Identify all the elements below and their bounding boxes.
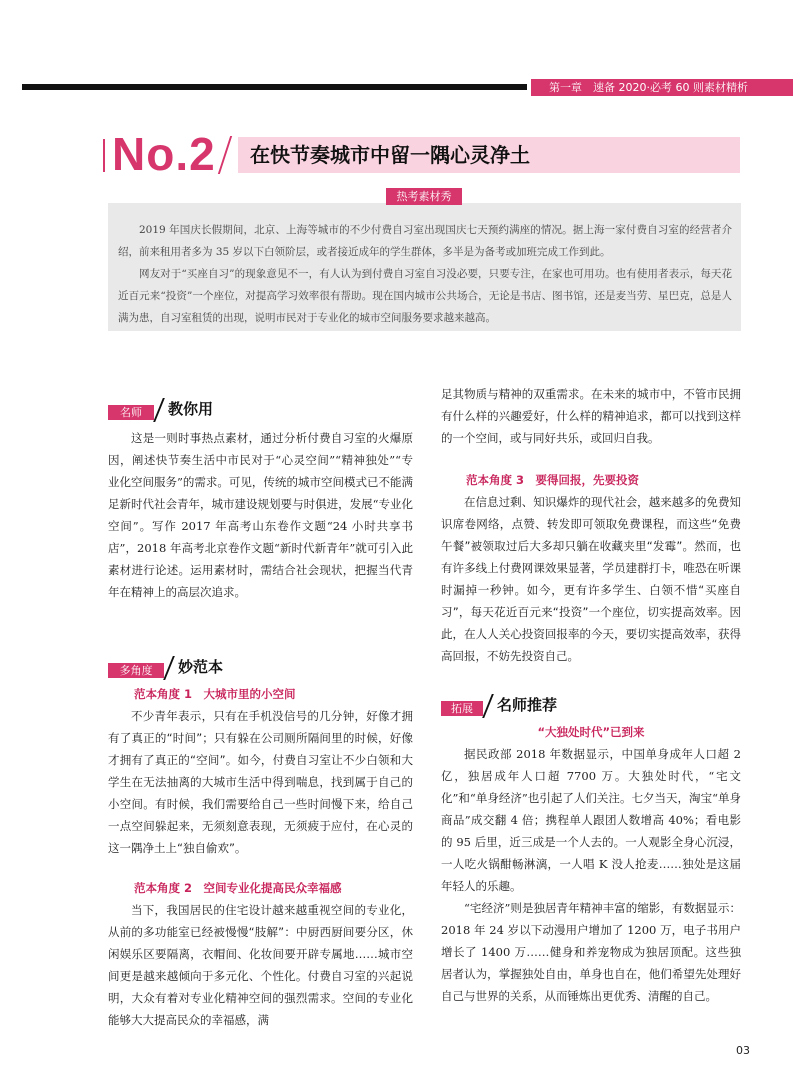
title-number-bar bbox=[103, 139, 105, 172]
hot-paragraph-1: 2019 年国庆长假期间，北京、上海等城市的不少付费自习室出现国庆七天预约满座的情况。据上海一家付费自习室的经营者介绍，前来租用者多为 35 岁以下白领阶层，或者接近成年的学生群体，多半是为备考或加班完成工作到此。 bbox=[118, 224, 732, 258]
section-teacher-label: 教你用 bbox=[168, 400, 214, 418]
hot-paragraph-2: 网友对于“买座自习”的现象意见不一，有人认为到付费自习室自习没必要，只要专注，在家也可用功。也有使用者表示，每天花近百元来“投资”一个座位，对提高学习效率很有帮助。现在国内城市公共场合，无论是书店、图书馆，还是麦当劳、星巴克，总是人满为患，自习室租赁的出现，说明市民对于专业化的城市空间服务要求越来越高。 bbox=[118, 268, 732, 324]
hot-material-text bbox=[118, 219, 732, 329]
section-extend-pill: 拓展 bbox=[441, 701, 483, 716]
angle2-text bbox=[108, 899, 413, 1031]
section-slash bbox=[153, 398, 165, 422]
section-model bbox=[108, 655, 308, 679]
angle2-paragraph-cont: 足其物质与精神的双重需求。在未来的城市中，不管市民拥有什么样的兴趣爱好，什么样的精神追求，都可以找到这样的一个空间，或与同好共乐，或回归自我。 bbox=[441, 387, 741, 445]
angle3-title: 范本角度 3 要得回报，先要投资 bbox=[466, 473, 640, 487]
angle3-paragraph: 在信息过剩、知识爆炸的现代社会，越来越多的免费知识席卷网络，点赞、转发即可领取免费课程，而这些“免费午餐”被领取过后大多却只躺在收藏夹里“发霉”。然而，也有许多线上付费网课效果显著，学员建群打卡，唯恐在听课时漏掉一秒钟。如今，更有许多学生、白领不惜“买座自习”，每天花近百元来“投资”一个座位，切实提高效率。因此，在人人关心投资回报率的今天，要切实提高效率，获得高回报，不妨先投资自己。 bbox=[441, 495, 741, 663]
extend-paragraph-1: 据民政部 2018 年数据显示，中国单身成年人口超 2 亿，独居成年人口超 7700 万。大独处时代，“宅文化”和“单身经济”也引起了人们关注。七夕当天，淘宝“单身商品”成交翻 4 倍；携程单人跟团人数增高 40%；看电影的 95 后里，近三成是一个人去的。一人观影全身心沉浸，一人吃火锅酣畅淋漓，一人唱 K 没人抢麦……独处是这届年轻人的乐趣。 bbox=[441, 747, 741, 893]
angle3-text bbox=[441, 491, 741, 667]
chapter-tag: 第一章 速备 2020·必考 60 则素材精析 bbox=[531, 79, 793, 96]
section-teacher-pill: 名师 bbox=[108, 405, 154, 420]
teacher-paragraph: 这是一则时事热点素材，通过分析付费自习室的火爆原因，阐述快节奏生活中市民对于“心灵空间”“精神独处”“专业化空间服务”的需求。可见，传统的城市空间模式已不能满足新时代社会青年，城市建设规划要与时俱进，发展“专业化空间”。写作 2017 年高考山东卷作文题“24 小时共享书店”，2018 年高考北京卷作文题“新时代新青年”就可引入此素材进行论述。运用素材时，需结合社会现状，把握当代青年在精神上的高层次追求。 bbox=[108, 431, 413, 599]
angle2-title: 范本角度 2 空间专业化提高民众幸福感 bbox=[134, 881, 342, 895]
angle2-paragraph: 当下，我国居民的住宅设计越来越重视空间的专业化，从前的多功能室已经被慢慢“肢解”：中厨西厨间要分区，休闲娱乐区要隔离，衣帽间、化妆间要开辟专属地……城市空间更是越来越倾向于多元化、个性化。付费自习室的兴起说明，大众有着对专业化精神空间的强烈需求。空间的专业化能够大大提高民众的幸福感，满 bbox=[108, 903, 413, 1027]
teacher-text bbox=[108, 427, 413, 603]
extend-text bbox=[441, 743, 741, 1007]
page-title: 在快节奏城市中留一隅心灵净土 bbox=[238, 137, 740, 173]
angle1-text bbox=[108, 705, 413, 859]
hot-material-tag: 热考素材秀 bbox=[386, 188, 462, 205]
section-model-label: 妙范本 bbox=[178, 658, 224, 676]
extend-title: “大独处时代”已到来 bbox=[537, 725, 645, 739]
section-extend bbox=[441, 693, 661, 717]
extend-paragraph-2: “宅经济”则是独居青年精神丰富的缩影，有数据显示：2018 年 24 岁以下动漫用户增加了 1200 万，电子书用户增长了 1400 万……健身和养宠物成为独居顶配。这些独居者认为，掌握独处自由，单身也自在，他们希望先处理好自己与世界的关系，从而锤炼出更优秀、清醒的自己。 bbox=[441, 901, 741, 1003]
angle2-text-cont bbox=[441, 383, 741, 449]
page-number: 03 bbox=[736, 1044, 750, 1057]
angle1-title: 范本角度 1 大城市里的小空间 bbox=[134, 687, 296, 701]
angle1-paragraph: 不少青年表示，只有在手机没信号的几分钟，好像才拥有了真正的“时间”；只有躲在公司厕所隔间里的时候，好像才拥有了真正的“空间”。如今，付费自习室让不少白领和大学生在无法抽离的大城市生活中得到喘息，找到属于自己的小空间。有时候，我们需要给自己一些时间慢下来，给自己一点空间躲起来，无须刻意表现，无须疲于应付，在心灵的这一隅净土上“独自偷欢”。 bbox=[108, 709, 413, 855]
header-rule bbox=[22, 84, 527, 90]
section-model-pill: 多角度 bbox=[108, 663, 164, 678]
section-slash bbox=[163, 656, 175, 680]
section-slash bbox=[482, 694, 494, 718]
section-extend-label: 名师推荐 bbox=[497, 696, 558, 714]
section-teacher bbox=[108, 397, 308, 421]
title-number: No.2 bbox=[112, 128, 216, 180]
title-slash bbox=[218, 136, 232, 174]
